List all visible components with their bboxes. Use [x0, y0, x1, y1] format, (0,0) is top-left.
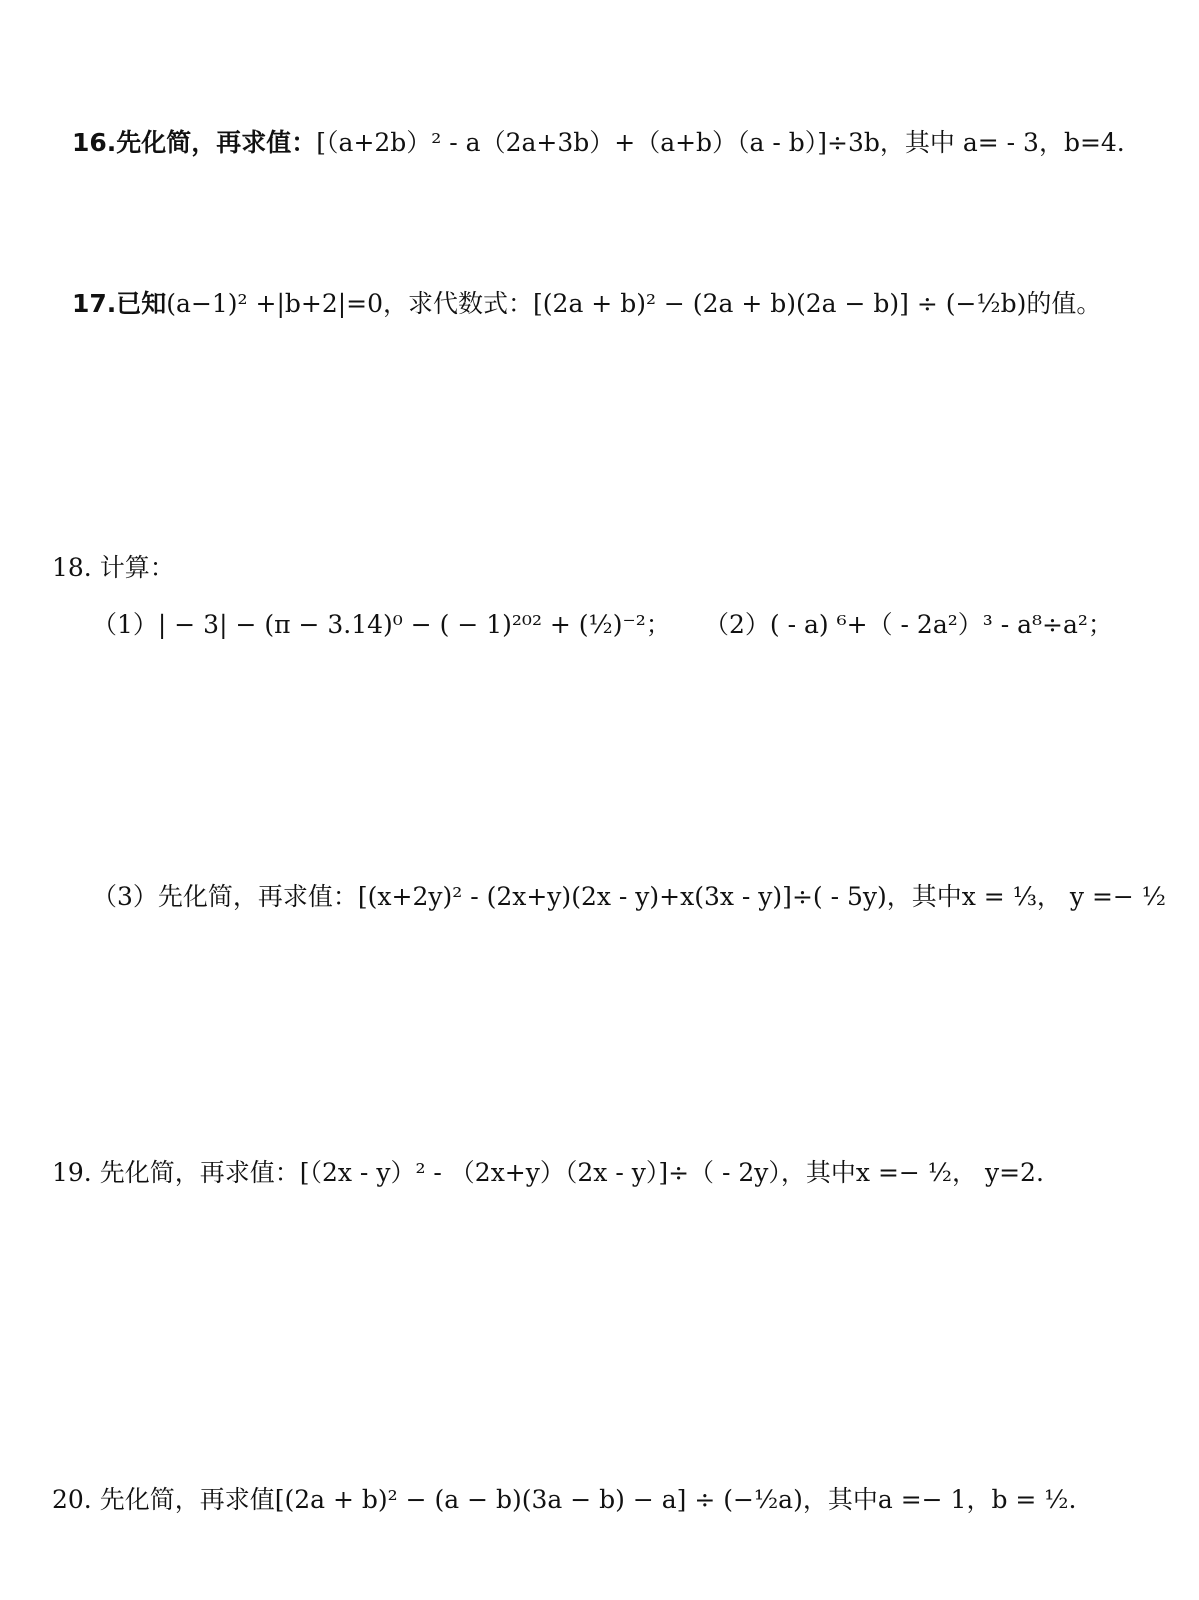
problem-17 — [72, 289, 1101, 319]
problem-19-expression: [（2x - y）² - （2x+y）（2x - y）]÷（ - 2y），其中x =− ½， y=2. — [299, 1158, 1044, 1187]
problem-18-part-2-expression: （2）( - a) ⁶+（ - 2a²）³ - a⁸÷a²； — [704, 610, 1113, 639]
problem-16-expression: [（a+2b）² - a（2a+3b）+（a+b）（a - b）]÷3b，其中 a= - 3，b=4. — [316, 128, 1125, 157]
problem-17-expression: (a−1)² +|b+2|=0，求代数式：[(2a + b)² − (2a + b)(2a − b)] ÷ (−½b)的值。 — [166, 289, 1102, 318]
problem-18-label: 18. 计算： — [52, 553, 175, 582]
problem-16 — [72, 128, 1125, 158]
problem-18-part-1-expression: （1）| − 3| − (π − 3.14)⁰ − ( − 1)²⁰² + (½)⁻²； — [92, 610, 671, 639]
problem-20 — [52, 1485, 1076, 1515]
problem-18-part-2 — [704, 610, 1113, 640]
problem-20-label: 20. 先化简，再求值 — [52, 1485, 275, 1514]
problem-18-part-1 — [92, 610, 671, 640]
problem-18-part-3-expression: （3）先化简，再求值：[(x+2y)² - (2x+y)(2x - y)+x(3x - y)]÷( - 5y)，其中x = ⅓， y =− ½ — [92, 882, 1167, 911]
problem-19-label: 19. 先化简，再求值： — [52, 1158, 300, 1187]
problem-18-part-3 — [92, 882, 1166, 912]
problem-19 — [52, 1158, 1044, 1188]
problem-20-expression: [(2a + b)² − (a − b)(3a − b) − a] ÷ (−½a)，其中a =− 1，b = ½. — [274, 1485, 1077, 1514]
problem-18-heading — [52, 553, 175, 583]
problem-16-label: 16.先化简，再求值： — [72, 128, 317, 157]
problem-17-label: 17.已知 — [72, 289, 167, 318]
